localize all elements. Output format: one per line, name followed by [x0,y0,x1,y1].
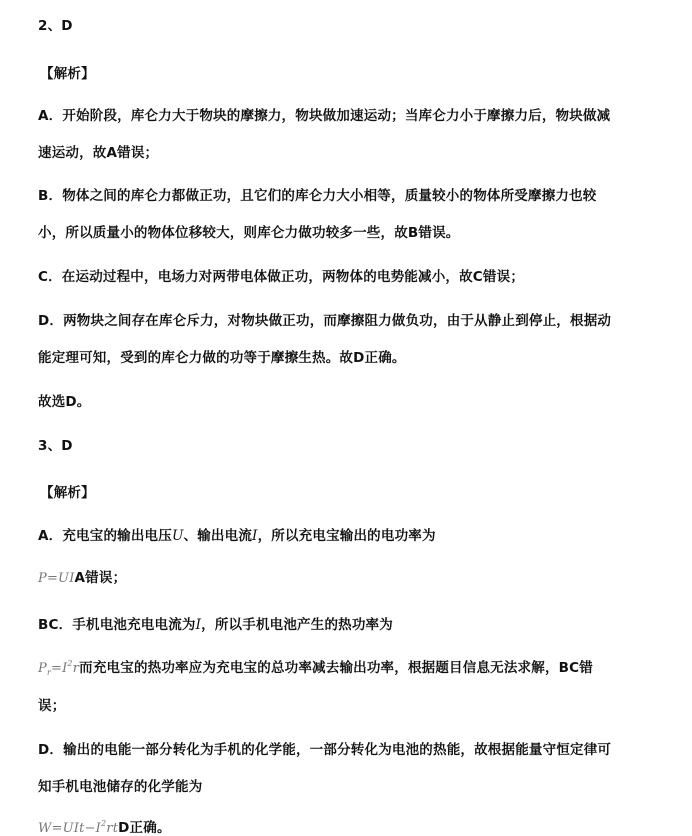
heat-power-p: P [38,661,47,676]
q3-heading: 3、D [38,438,73,454]
q3-option-bc-line3: 误； [38,698,66,714]
q3-option-a-formula-line [38,566,126,586]
heat-power-subscript: r [46,668,51,677]
q3-option-d-result: D正确。 [118,820,171,836]
heat-power-eq: =I [50,661,68,676]
q2-analysis-label: 【解析】 [40,66,95,82]
q3-option-bc-text-post: ，所以手机电池产生的热功率为 [201,617,393,633]
voltage-symbol: U [171,528,184,544]
q3-option-bc-text-pre: BC．手机电池充电电流为 [38,617,196,633]
heat-power-superscript: 2 [67,659,73,668]
q3-option-a-text-pre: A．充电宝的输出电压 [38,528,172,544]
current-symbol: I [252,528,258,544]
q2-option-a-line2: 速运动，故A错误； [38,145,159,161]
q3-option-a-result: A错误； [74,570,127,586]
q3-option-bc [38,613,393,633]
q2-option-c: C．在运动过程中，电场力对两带电体做正功，两物体的电势能减小，故C错误； [38,269,525,285]
q2-option-b-line2: 小，所以质量小的物体位移较大，则库仑力做功较多一些，故B错误。 [38,225,460,241]
q2-option-b-line1: B．物体之间的库仑力都做正功，且它们的库仑力大小相等，质量较小的物体所受摩擦力也较 [38,188,597,204]
q3-option-a-text-post: ，所以充电宝输出的电功率为 [257,528,436,544]
q3-option-a [38,524,436,544]
q2-option-d-line2: 能定理可知，受到的库仑力做的功等于摩擦生热。故D正确。 [38,350,406,366]
charging-current-symbol: I [195,617,202,633]
q3-option-d-line1: D．输出的电能一部分转化为手机的化学能，一部分转化为电池的热能，故根据能量守恒定律可 [38,742,612,758]
q2-conclusion: 故选D。 [38,394,91,410]
q3-option-bc-formula-line [38,656,593,677]
heat-power-r: r [72,661,80,676]
power-formula: P=UI [38,571,75,586]
energy-formula-part1: W=UIt−I [38,821,101,836]
q2-heading: 2、D [38,18,73,34]
energy-formula-superscript: 2 [101,819,107,828]
q3-option-bc-line2: 而充电宝的热功率应为充电宝的总功率减去输出功率，根据题目信息无法求解，BC错 [79,660,593,676]
q3-option-a-text-mid: 、输出电流 [183,528,253,544]
energy-formula-part2: rt [106,821,119,836]
q2-option-d-line1: D．两物块之间存在库仑斥力，对物块做正功，而摩擦阻力做负功，由于从静止到停止，根据动 [38,313,612,329]
q3-analysis-label: 【解析】 [40,485,95,501]
q3-option-d-formula-line [38,816,171,836]
q3-option-d-line2: 知手机电池储存的化学能为 [38,779,203,795]
heat-power-formula [38,661,79,676]
q2-option-a-line1: A．开始阶段，库仑力大于物块的摩擦力，物块做加速运动；当库仑力小于摩擦力后，物块做减 [38,108,611,124]
